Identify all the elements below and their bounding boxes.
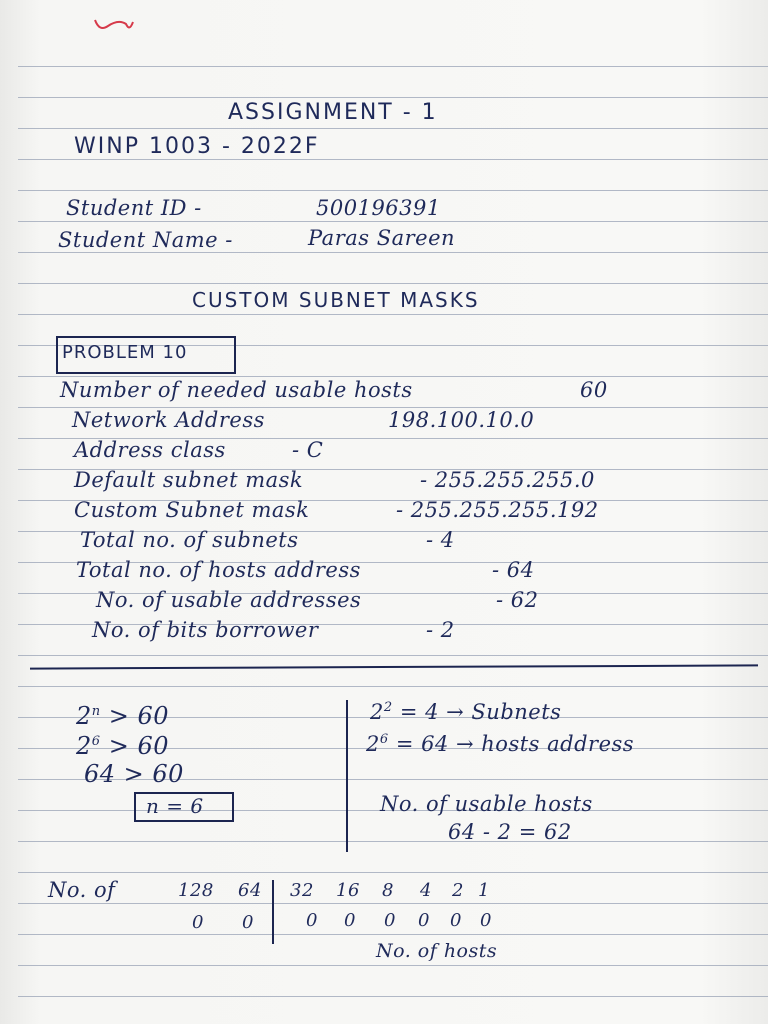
needed-hosts-label: Number of needed usable hosts	[60, 378, 413, 402]
calc-right-line-2	[366, 732, 634, 756]
calc-rest: > 60	[108, 732, 169, 760]
ruled-line	[18, 686, 768, 687]
bit-digit: 0	[450, 910, 462, 931]
bit-table-label: No. of	[48, 878, 116, 902]
calc-line-1	[76, 702, 169, 730]
address-class-label: Address class	[74, 438, 226, 462]
usable-addresses-label: No. of usable addresses	[96, 588, 362, 612]
ruled-line	[18, 159, 768, 160]
bit-digit: 0	[480, 910, 492, 931]
student-id-label: Student ID -	[66, 196, 202, 220]
ruled-line	[18, 996, 768, 997]
calc-exponent: 2	[383, 700, 393, 715]
ruled-line	[18, 903, 768, 904]
ruled-line	[18, 965, 768, 966]
ruled-line	[18, 283, 768, 284]
bit-digit: 0	[384, 910, 396, 931]
ruled-line	[18, 376, 768, 377]
bit-digit: 0	[242, 912, 254, 933]
total-subnets-value: - 4	[426, 528, 455, 552]
network-address-value: 198.100.10.0	[388, 408, 535, 432]
assignment-title: ASSIGNMENT - 1	[228, 100, 438, 125]
usable-addresses-value: - 62	[496, 588, 539, 612]
bit-value: 128	[178, 880, 214, 901]
bit-digit: 0	[344, 910, 356, 931]
bit-value: 2	[452, 880, 464, 901]
ruled-line	[18, 190, 768, 191]
student-id-value: 500196391	[316, 196, 441, 220]
network-address-label: Network Address	[72, 408, 265, 432]
needed-hosts-value: 60	[580, 378, 608, 402]
calc-base: 2	[370, 700, 384, 724]
total-hosts-label: Total no. of hosts address	[76, 558, 361, 582]
bit-value: 4	[420, 880, 432, 901]
ruled-line	[18, 66, 768, 67]
bit-value: 8	[382, 880, 394, 901]
calc-base: 2	[76, 732, 92, 760]
result-n: n = 6	[146, 794, 204, 818]
ruled-line	[18, 934, 768, 935]
calc-line-3: 64 > 60	[84, 760, 184, 788]
bit-separator	[272, 880, 274, 944]
ruled-line	[18, 128, 768, 129]
usable-hosts-note: No. of usable hosts	[380, 792, 593, 816]
total-subnets-label: Total no. of subnets	[80, 528, 299, 552]
work-separator	[346, 700, 348, 852]
hosts-bits-note: No. of hosts	[376, 940, 498, 962]
course-code: WINP 1003 - 2022F	[74, 134, 320, 159]
calc-exponent: 6	[91, 734, 101, 749]
ruled-line	[18, 314, 768, 315]
bit-digit: 0	[418, 910, 430, 931]
student-name-label: Student Name -	[58, 228, 233, 252]
calc-rest: > 60	[108, 702, 170, 730]
calc-base: 2	[366, 732, 380, 756]
calc-line-2	[76, 732, 169, 760]
default-mask-value: - 255.255.255.0	[420, 468, 595, 492]
usable-hosts-calc: 64 - 2 = 62	[448, 820, 572, 844]
bits-borrowed-value: - 2	[426, 618, 455, 642]
section-divider	[30, 664, 758, 669]
ruled-line	[18, 221, 768, 222]
ruled-line	[18, 841, 768, 842]
calc-base: 2	[76, 702, 92, 730]
total-hosts-value: - 64	[492, 558, 535, 582]
default-mask-label: Default subnet mask	[74, 468, 304, 492]
ruled-line	[18, 252, 768, 253]
bit-digit: 0	[192, 912, 204, 933]
bit-value: 1	[478, 880, 490, 901]
problem-label: PROBLEM 10	[62, 342, 188, 363]
bit-value: 32	[290, 880, 314, 901]
ruled-line	[18, 872, 768, 873]
calc-exponent: 6	[379, 732, 389, 747]
ruled-line	[18, 655, 768, 656]
section-title: CUSTOM SUBNET MASKS	[192, 288, 480, 312]
calc-rest: = 64 → hosts address	[395, 732, 635, 756]
red-check-mark	[92, 12, 136, 38]
bit-digit: 0	[306, 910, 318, 931]
calc-rest: = 4 → Subnets	[399, 700, 562, 724]
calc-right-line-1	[370, 700, 561, 724]
calc-exponent: n	[91, 704, 101, 719]
bit-value: 16	[336, 880, 360, 901]
student-name-value: Paras Sareen	[308, 226, 456, 250]
custom-mask-label: Custom Subnet mask	[74, 498, 310, 522]
bits-borrowed-label: No. of bits borrower	[92, 618, 319, 642]
custom-mask-value: - 255.255.255.192	[396, 498, 599, 522]
address-class-value: - C	[292, 438, 324, 462]
ruled-line	[18, 97, 768, 98]
bit-value: 64	[238, 880, 262, 901]
